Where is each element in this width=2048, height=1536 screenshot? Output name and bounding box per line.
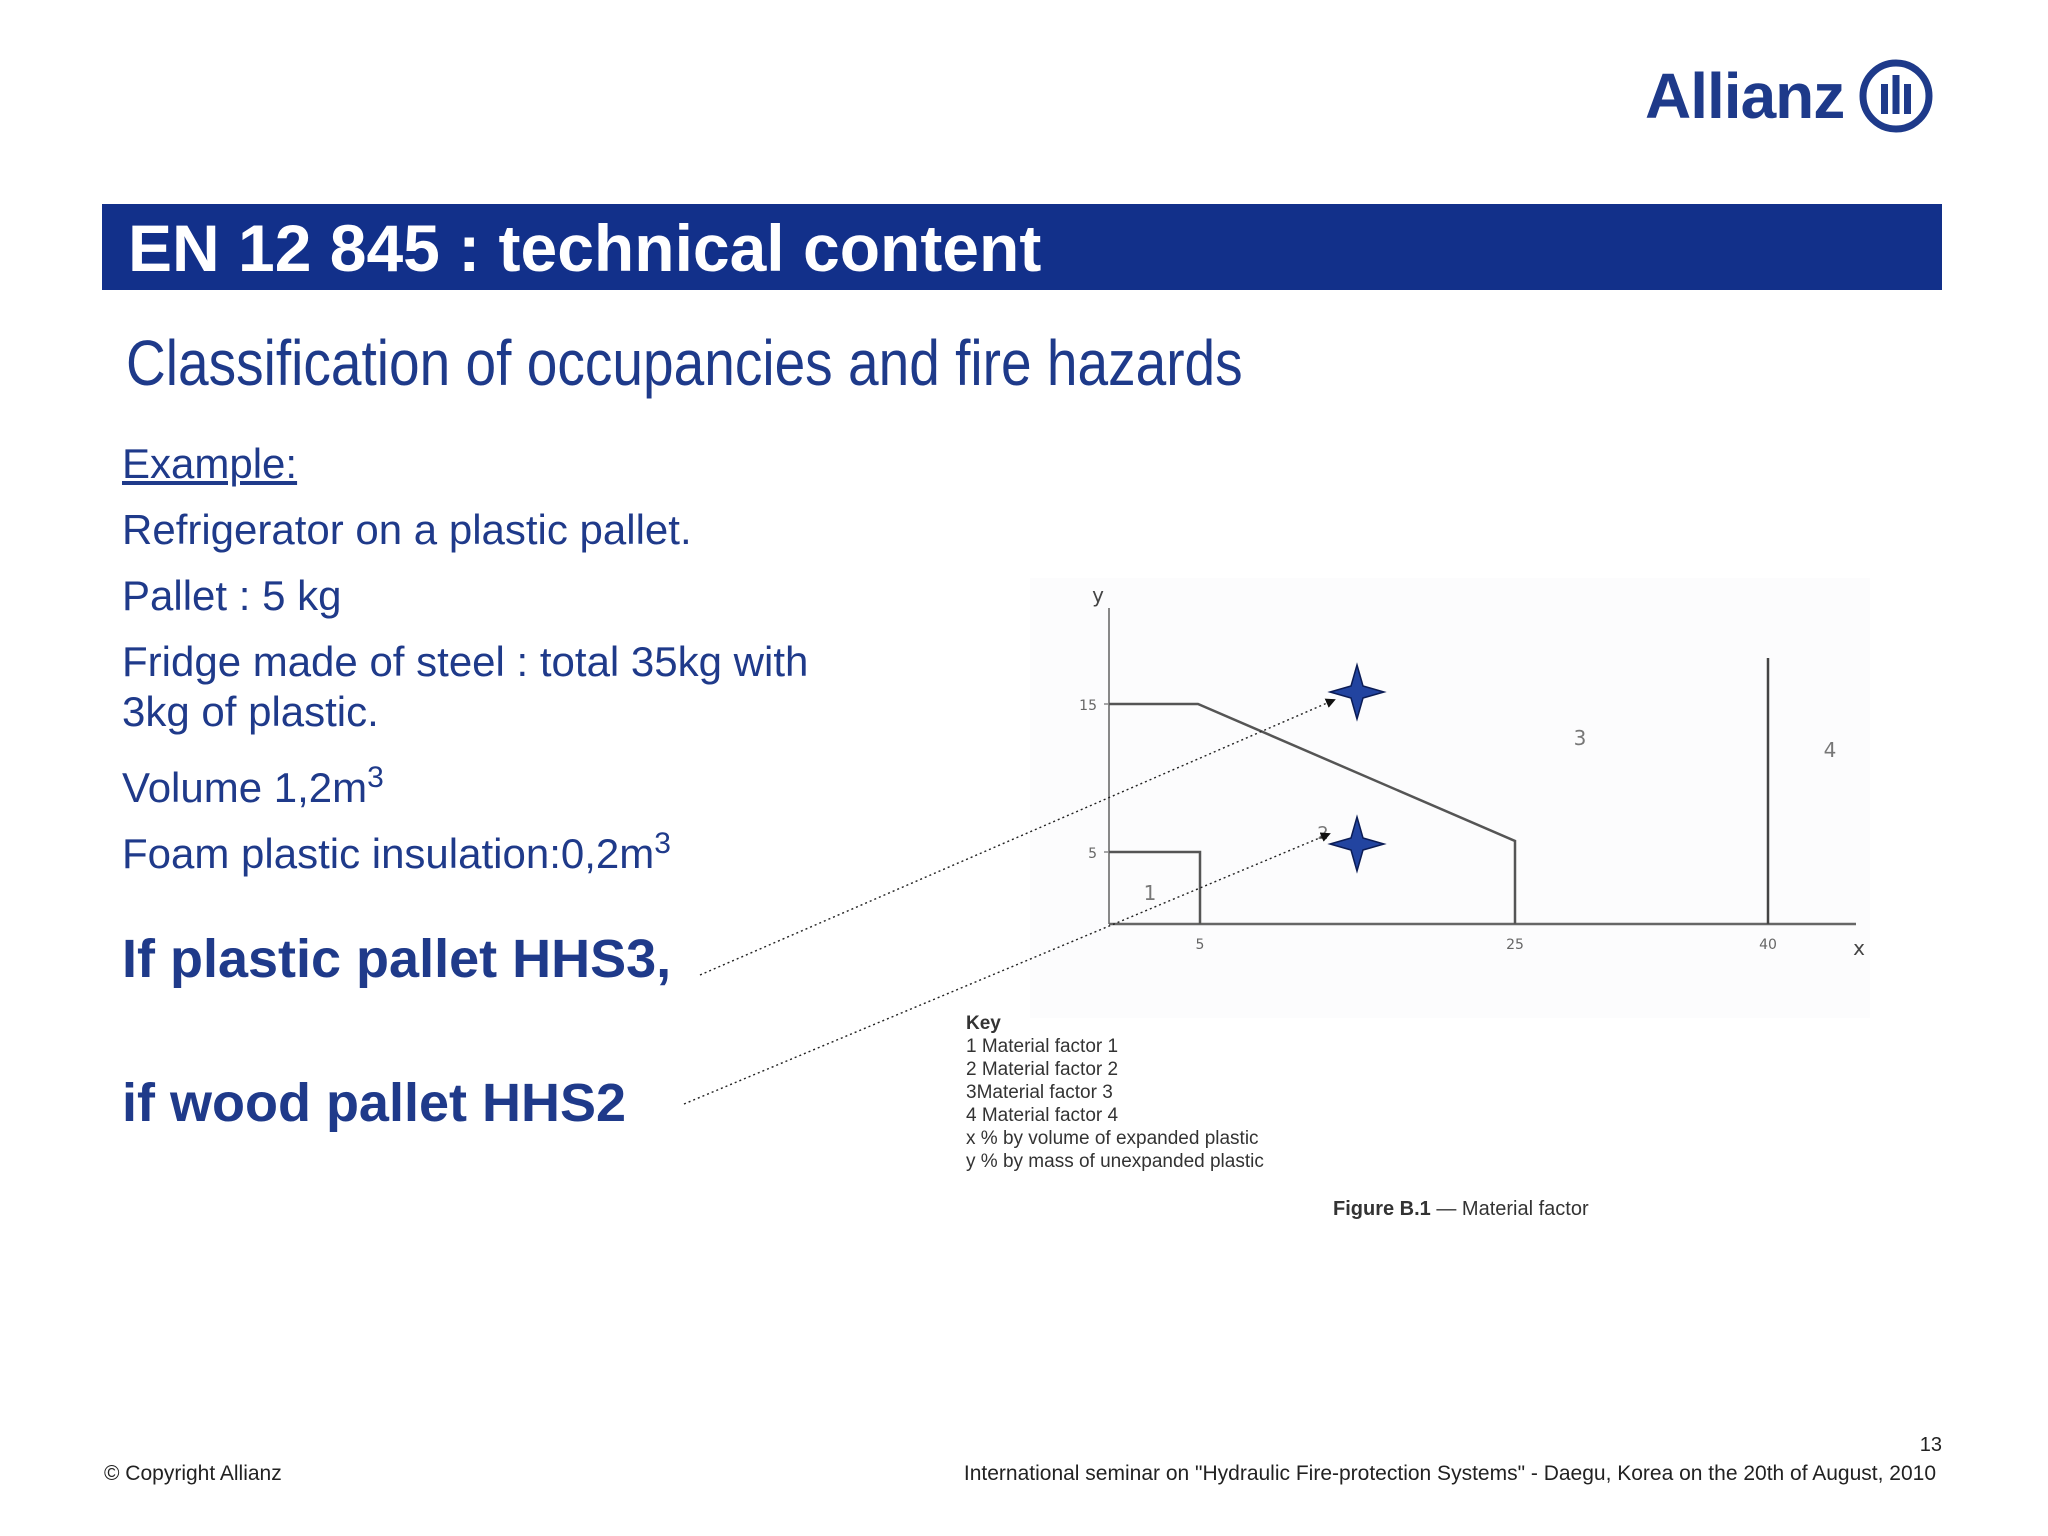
key-item: 4 Material factor 4 (966, 1105, 1119, 1126)
figure-caption-text: — Material factor (1430, 1198, 1589, 1220)
example-line-pallet: Pallet : 5 kg (122, 572, 342, 619)
key-item: 3Material factor 3 (966, 1082, 1113, 1103)
key-item: 2 Material factor 2 (966, 1059, 1119, 1080)
region-label-2: 2 (1317, 823, 1329, 844)
boundary-region-2-3 (1109, 704, 1515, 924)
figure-caption (1333, 1198, 1589, 1221)
page-number: 13 (1919, 1434, 1942, 1456)
key-title: Key (966, 1013, 1001, 1034)
example-line-refrigerator: Refrigerator on a plastic pallet. (122, 506, 692, 553)
logo-wordmark: Allianz (1645, 60, 1845, 132)
key-item: 1 Material factor 1 (966, 1036, 1119, 1057)
figure-key (966, 1012, 1264, 1173)
footer-copyright: © Copyright Allianz (104, 1462, 282, 1485)
example-line-fridge-cont: 3kg of plastic. (122, 688, 379, 735)
y-tick-label-5: 5 (1088, 846, 1097, 862)
foam-exponent: 3 (654, 827, 671, 860)
volume-exponent: 3 (367, 761, 384, 794)
region-label-3: 3 (1573, 726, 1587, 750)
key-item: y % by mass of unexpanded plastic (966, 1151, 1264, 1172)
volume-text: Volume 1,2m (122, 764, 368, 811)
region-label-4: 4 (1823, 738, 1837, 762)
region-label-1: 1 (1143, 881, 1157, 905)
key-item: x % by volume of expanded plastic (966, 1128, 1259, 1149)
star-marker-hhs3-icon (1330, 665, 1384, 719)
result-plastic-pallet: If plastic pallet HHS3, (122, 929, 672, 989)
y-axis-label: y (1092, 583, 1104, 607)
x-axis-label: x (1853, 936, 1865, 960)
example-line-fridge: Fridge made of steel : total 35kg with (122, 638, 809, 685)
example-heading: Example: (122, 440, 298, 487)
footer-event: International seminar on "Hydraulic Fire-protection Systems" - Daegu, Korea on the 20th of August, 2010 (963, 1462, 1936, 1485)
x-tick-label-5: 5 (1195, 937, 1205, 953)
y-tick-label-15: 15 (1079, 698, 1097, 714)
slide-title: EN 12 845 : technical content (128, 211, 1042, 285)
arrow-plastic-to-hhs3 (700, 700, 1334, 975)
figure-caption-number: Figure B.1 (1333, 1198, 1431, 1220)
star-marker-hhs2-icon (1330, 817, 1384, 871)
foam-text: Foam plastic insulation:0,2m (122, 830, 655, 877)
x-tick-label-40: 40 (1759, 937, 1777, 953)
x-tick-label-25: 25 (1506, 937, 1524, 953)
result-wood-pallet: if wood pallet HHS2 (122, 1073, 627, 1133)
slide-subtitle: Classification of occupancies and fire hazards (126, 327, 1243, 399)
